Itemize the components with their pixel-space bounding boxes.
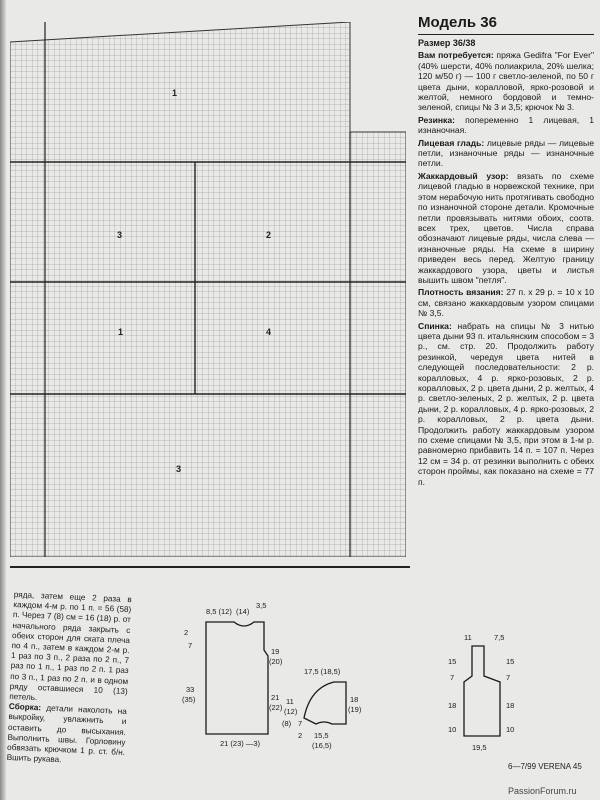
sleeve-left-b: (12) bbox=[284, 707, 298, 716]
back-right-upper: 19 bbox=[271, 647, 280, 656]
right-left-d: 10 bbox=[448, 725, 457, 734]
back-left-upper-b: 7 bbox=[188, 641, 193, 650]
instructions-column bbox=[418, 14, 594, 489]
page-footer: 6—7/99 VERENA 45 bbox=[508, 762, 582, 771]
continuation-text bbox=[6, 590, 131, 768]
section-divider bbox=[10, 566, 410, 568]
sleeve-left-c: (8) bbox=[282, 719, 292, 728]
chart-section-number: 2 bbox=[266, 230, 272, 240]
right-top-right-dim: 7,5 bbox=[494, 633, 505, 642]
back-left-upper-a: 2 bbox=[184, 628, 189, 637]
right-right-d: 10 bbox=[506, 725, 515, 734]
chart-section-number: 1 bbox=[118, 327, 124, 337]
back-top-mid-dim: (14) bbox=[236, 607, 250, 616]
materials-paragraph: Вам потребуется: пряжа Gedifra "For Ever" (40% шерсти, 40% полиакрила, 20% шелка; 120 м/50 г) — 100 г светло-зеленой, по 50 г цвета дыни, коралловой, ярко-розовой и желтой, немного бордовой и темно-зеленой, спицы № 3 и 3,5; крючок № 3. bbox=[418, 50, 594, 113]
right-left-c: 18 bbox=[448, 701, 457, 710]
sleeve-cap-schematic bbox=[280, 660, 370, 750]
right-right-b: 7 bbox=[506, 673, 511, 682]
back-schematic bbox=[176, 600, 288, 750]
back-top-right-dim: 3,5 bbox=[256, 601, 267, 610]
right-right-a: 15 bbox=[506, 657, 515, 666]
watermark: PassionForum.ru bbox=[508, 786, 577, 796]
right-top-left-dim: 11 bbox=[464, 633, 472, 642]
back-right-upper-alt: (20) bbox=[269, 657, 283, 666]
sleeve-left-d: 7 bbox=[298, 719, 303, 728]
back-right-lower-alt: (22) bbox=[269, 703, 283, 712]
sleeve-bottom-left: 2 bbox=[298, 731, 303, 740]
right-left-b: 7 bbox=[450, 673, 455, 682]
neckline-paragraph: ряда, затем еще 2 раза в каждом 4-м р. по 1 п. = 56 (58) п. Через 7 (8) см = 16 (18) р. от начального ряда закрыть с обеих сторон для ската плеча по 4 п., затем в каждом 2-м р. 1 раз по 3 п., 2 раза по 2 п., 7 раз по 1 п., 1 раз по 2 п. 1 раз по 3 п., 1 раз по 2 п. и в одном ряду оставшиеся 10 (13) петель. bbox=[9, 590, 132, 703]
page-binding-shadow bbox=[0, 0, 6, 800]
chart-section-number: 1 bbox=[172, 88, 178, 98]
rib-paragraph: Резинка: попеременно 1 лицевая, 1 изнаночная. bbox=[418, 114, 594, 136]
right-bottom-dim: 19,5 bbox=[472, 743, 487, 752]
chart-section-number: 3 bbox=[176, 464, 182, 474]
stockinette-paragraph: Лицевая гладь: лицевые ряды — лицевые петли, изнаночные ряды — изнаночные петли. bbox=[418, 137, 594, 169]
back-left-total-alt: (35) bbox=[182, 695, 196, 704]
size-heading: Размер 36/38 bbox=[418, 38, 476, 48]
knitting-chart-grid bbox=[10, 22, 406, 557]
chart-outline bbox=[10, 22, 406, 557]
assembly-paragraph: Сборка: детали наколоть на выкройку, увлажнить и оставить до высыхания. Выполнить швы. Горловину обвязать крючком 1 р. ст. б/н. Вшить рукава. bbox=[6, 702, 127, 765]
sleeve-bottom-alt: (16,5) bbox=[312, 741, 332, 750]
right-right-c: 18 bbox=[506, 701, 515, 710]
gauge-paragraph: Плотность вязания: 27 п. x 29 р. = 10 x 10 см, связано жаккардовым узором спицами № 3,5. bbox=[418, 287, 594, 319]
sleeve-top-dim: 17,5 (18,5) bbox=[304, 667, 341, 676]
sleeve-right-dim: 18 bbox=[350, 695, 359, 704]
back-top-left-dim: 8,5 (12) bbox=[206, 607, 232, 616]
back-right-lower: 21 bbox=[271, 693, 280, 702]
back-bottom-dim: 21 (23) —3) bbox=[220, 739, 261, 748]
right-left-a: 15 bbox=[448, 657, 457, 666]
sleeve-schematic bbox=[440, 632, 540, 758]
back-left-total: 33 bbox=[186, 685, 195, 694]
jacquard-paragraph: Жаккардовый узор: вязать по схеме лицевой гладью в норвежской технике, при этом нерабочую нить протягивать свободно по изнаночной стороне детали. Кромочные петли провязывать нитями обоих, соотв. всех трех, цветов. Числа справа обозначают лицевые ряды, числа слева — изнаночные ряды. На схеме в ширину приведен весь перед. Желтую границу жаккардового узора, цветы и листья вышить швом "петля". bbox=[418, 170, 594, 285]
sleeve-bottom-dim: 15,5 bbox=[314, 731, 329, 740]
sleeve-right-alt: (19) bbox=[348, 705, 362, 714]
chart-section-number: 3 bbox=[117, 230, 123, 240]
chart-section-number: 4 bbox=[266, 327, 272, 337]
sleeve-left-a: 11 bbox=[286, 697, 294, 706]
model-title: Модель 36 bbox=[418, 14, 594, 35]
back-paragraph: Спинка: набрать на спицы № 3 нитью цвета дыни 93 п. итальянским способом = 3 р., см. стр. 20. Продолжить работу резинкой, чередуя цвета нитей в следующей последовательности: 2 р. коралловых, 4 р. ярко-розовых, 2 р. коралловых, 2 р. цвета дыни, 2 р. желтых, 4 р. светло-зеленых, 2 р. желтых, 2 р. цвета дыни, 2 р. коралловых, 4 р. ярко-розовых, 2 р. коралловых, 2 р. цвета дыни. Продолжить работу жаккардовым узором по схеме спицами № 3,5, при этом в 1-м р. равномерно прибавить 14 п. = 107 п. Через 12 см = 34 р. от резинки выполнить с обеих сторон проймы, как показано на схеме = 77 п. bbox=[418, 320, 594, 487]
